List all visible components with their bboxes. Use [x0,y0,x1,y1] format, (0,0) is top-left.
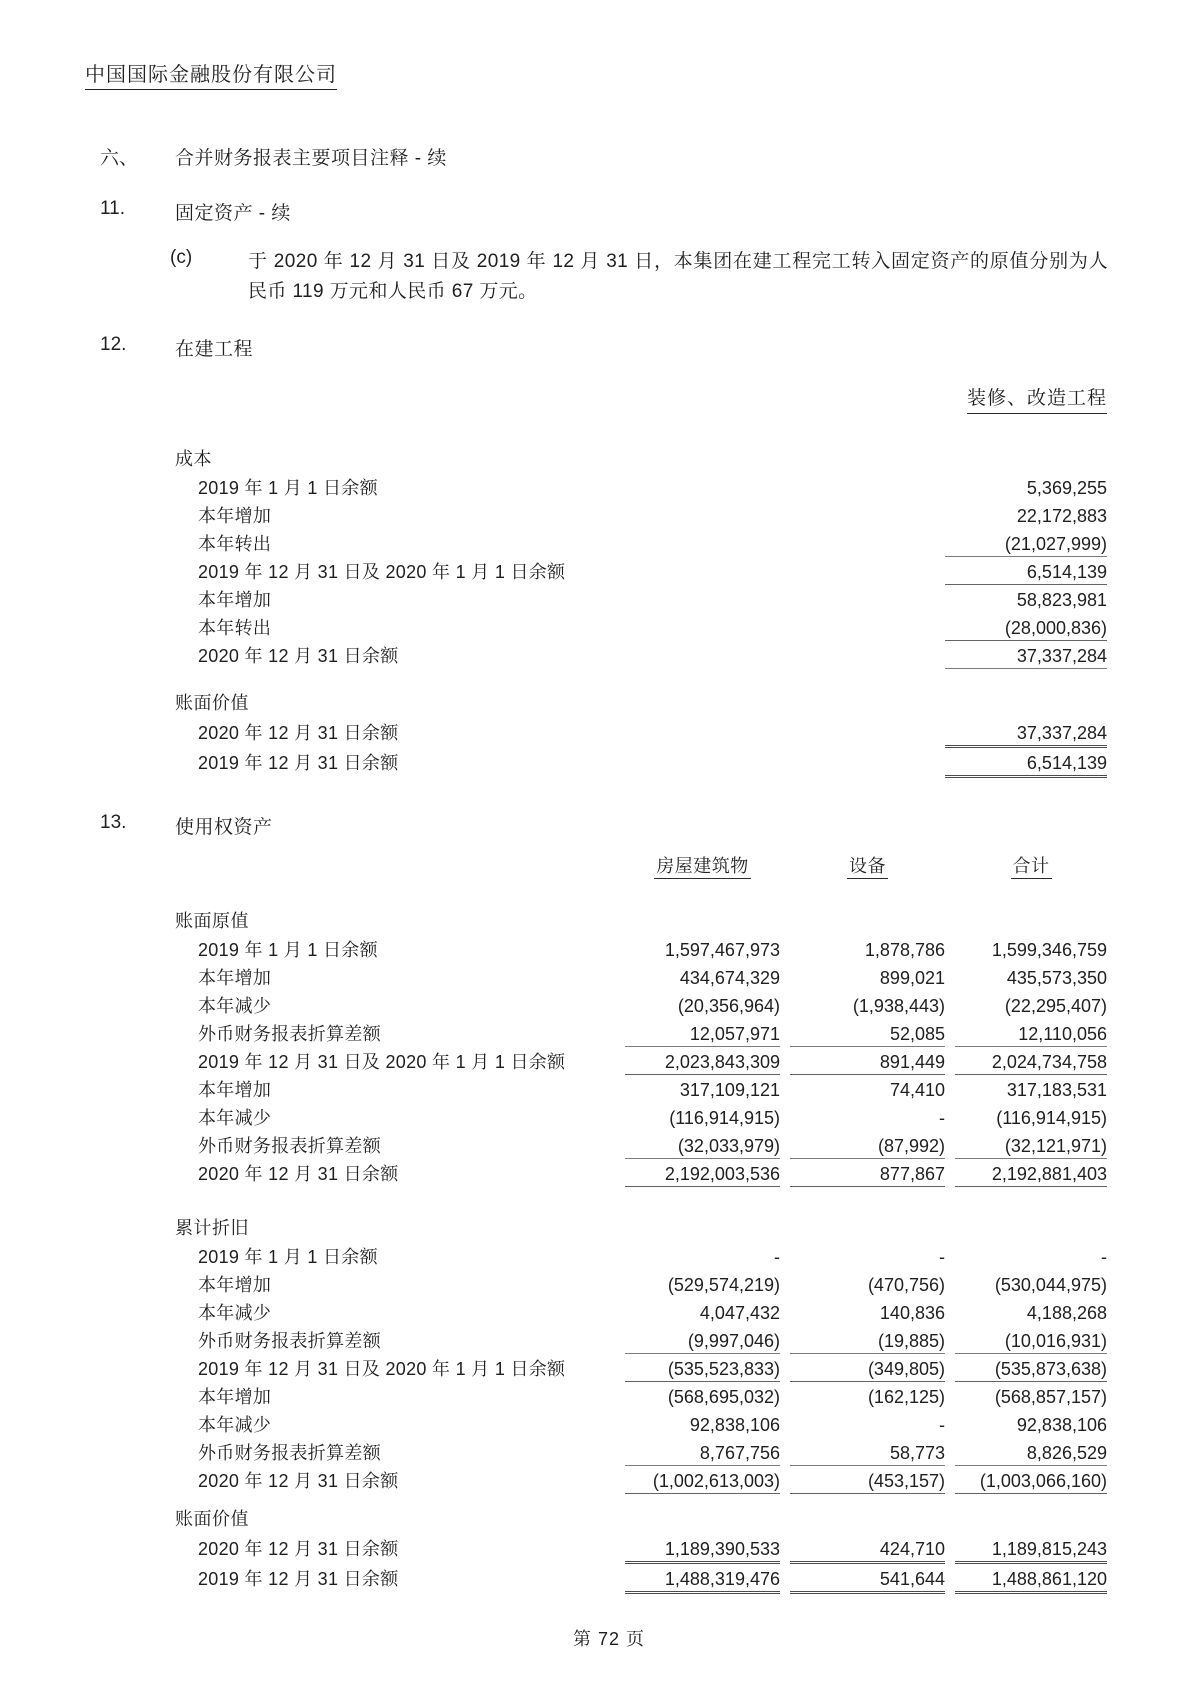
row-label: 2020 年 12 月 31 日余额 [198,1471,399,1491]
row-label: 本年转出 [198,534,272,554]
cell-buildings: (529,574,219) [667,1275,780,1295]
group-label-accumulated-depreciation: 累计折旧 [175,1218,249,1238]
cell-buildings: - [774,1247,780,1267]
cell-equipment: 877,867 [790,1163,945,1187]
row-label: 2020 年 12 月 31 日余额 [198,646,399,666]
row-label: 本年减少 [198,1108,272,1128]
header-spacer [175,856,625,882]
cell-buildings: 4,047,432 [699,1303,780,1323]
spacer [175,1498,1107,1506]
cell-total: 435,573,350 [1006,968,1107,988]
row-label: 本年增加 [198,968,272,988]
table-row [175,1023,1107,1046]
row-label: 外币财务报表折算差额 [198,1024,381,1044]
cell-equipment: (470,756) [867,1275,945,1295]
row-label: 本年减少 [198,1303,272,1323]
row-value: 5,369,255 [1026,478,1107,498]
table-row-total [175,751,1107,775]
table-row [175,1079,1107,1102]
cell-total: 317,183,531 [1006,1080,1107,1100]
table-row-subtotal [175,1051,1107,1074]
row-value: 22,172,883 [1016,506,1107,526]
section-heading-6 [0,143,1190,169]
cell-buildings: 8,767,756 [625,1442,780,1466]
group-label-gross-carrying-amount: 账面原值 [175,911,249,931]
row-label: 2019 年 1 月 1 日余额 [198,940,378,960]
cell-total: (1,003,066,160) [955,1470,1107,1494]
page-number: 第 72 页 [572,1629,646,1649]
right-of-use-assets-table [175,856,1107,1597]
cell-buildings: (9,997,046) [625,1330,780,1354]
row-label: 2019 年 1 月 1 日余额 [198,478,378,498]
table-row-subtotal [175,1163,1107,1186]
cell-equipment: 140,836 [879,1303,945,1323]
row-label: 2019 年 12 月 31 日及 2020 年 1 月 1 日余额 [198,1052,566,1072]
cell-total: (568,857,157) [994,1387,1107,1407]
cell-total: (32,121,971) [955,1135,1107,1159]
cell-buildings: 317,109,121 [679,1080,780,1100]
table-row [175,967,1107,990]
table-row [175,1135,1107,1158]
row-label: 本年减少 [198,996,272,1016]
group-label-net-book-value: 账面价值 [175,1509,249,1529]
cell-total: - [1101,1247,1107,1267]
table-row [175,1330,1107,1353]
cell-total: 92,838,106 [1016,1415,1107,1435]
section-title: 合并财务报表主要项目注释 - 续 [175,148,447,169]
cell-total: (116,914,915) [996,1108,1107,1128]
spacer [175,673,1107,690]
cell-buildings: 1,488,319,476 [625,1567,780,1594]
table-row [175,617,1107,640]
cell-equipment: (349,805) [790,1358,945,1382]
group-label-net-book-value: 账面价值 [175,693,249,713]
row-label: 2019 年 12 月 31 日及 2020 年 1 月 1 日余额 [198,1359,566,1379]
cell-total: (10,016,931) [955,1330,1107,1354]
row-label: 2019 年 1 月 1 日余额 [198,1247,378,1267]
section-number: 六、 [100,148,139,169]
cell-buildings: 2,023,843,309 [625,1051,780,1075]
item-c-marker: (c) [170,247,193,268]
section-number: 13. [100,812,127,833]
row-label: 2020 年 12 月 31 日余额 [198,1164,399,1184]
row-label: 2019 年 12 月 31 日余额 [198,753,399,773]
cell-equipment: (162,125) [867,1387,945,1407]
row-label: 本年转出 [198,618,272,638]
cell-equipment: (87,992) [790,1135,945,1159]
table-row-subtotal [175,1470,1107,1493]
cell-equipment: (19,885) [790,1330,945,1354]
table-row [175,1107,1107,1130]
section-heading-13 [0,812,1190,838]
cell-total: (22,295,407) [1004,996,1107,1016]
cell-buildings: 2,192,003,536 [625,1163,780,1187]
table-row [175,1442,1107,1465]
spacer [175,1191,1107,1215]
cell-equipment: 541,644 [790,1567,945,1594]
cell-buildings: 12,057,971 [625,1023,780,1047]
row-value: (21,027,999) [945,533,1107,557]
cell-buildings: 434,674,329 [679,968,780,988]
cell-equipment: 52,085 [790,1023,945,1047]
table-row [175,995,1107,1018]
cell-equipment: (453,157) [790,1470,945,1494]
row-value: 37,337,284 [945,645,1107,669]
table-row [175,1414,1107,1437]
cell-buildings: (535,523,833) [625,1358,780,1382]
table-row-subtotal [175,561,1107,584]
row-label: 本年增加 [198,506,272,526]
table-row-total [175,721,1107,745]
column-header-equipment: 设备 [790,856,945,882]
section-title: 固定资产 - 续 [175,203,291,224]
cell-total: 1,488,861,120 [955,1567,1107,1594]
table-row-total [175,1567,1107,1591]
cell-buildings: 92,838,106 [689,1415,780,1435]
cell-equipment: 1,878,786 [864,940,945,960]
row-label: 2019 年 12 月 31 日及 2020 年 1 月 1 日余额 [198,562,566,582]
cell-total: 2,024,734,758 [955,1051,1107,1075]
table-row [175,939,1107,962]
table-row [175,505,1107,528]
cell-buildings: 1,597,467,973 [664,940,780,960]
row-label: 本年增加 [198,1275,272,1295]
spacer [175,416,1107,446]
row-value: 6,514,139 [945,751,1107,778]
row-value: (28,000,836) [945,617,1107,641]
cell-total: (535,873,638) [955,1358,1107,1382]
cell-equipment: - [939,1108,945,1128]
row-label: 2020 年 12 月 31 日余额 [198,1539,399,1559]
company-name: 中国国际金融股份有限公司 [85,58,337,90]
cell-buildings: (32,033,979) [625,1135,780,1159]
cell-total: 1,599,346,759 [991,940,1107,960]
row-label: 本年增加 [198,1387,272,1407]
table-header-row [175,856,1107,882]
cell-total: 8,826,529 [955,1442,1107,1466]
construction-in-progress-table [175,383,1107,781]
table-row [175,589,1107,612]
cell-total: (530,044,975) [994,1275,1107,1295]
column-header-buildings: 房屋建筑物 [625,856,780,882]
cell-buildings: 1,189,390,533 [625,1537,780,1564]
table-row [175,1302,1107,1325]
table-row-total [175,1537,1107,1561]
table-row [175,1274,1107,1297]
cell-equipment: 424,710 [790,1537,945,1564]
cell-buildings: (116,914,915) [669,1108,780,1128]
cell-equipment: - [939,1247,945,1267]
row-value: 37,337,284 [945,721,1107,748]
row-label: 2020 年 12 月 31 日余额 [198,723,399,743]
row-label: 本年减少 [198,1415,272,1435]
section-number: 11. [100,198,126,219]
column-header-total: 合计 [955,856,1107,882]
table-header-row [175,383,1107,416]
row-label: 本年增加 [198,590,272,610]
row-label: 2019 年 12 月 31 日余额 [198,1569,399,1589]
cell-equipment: 74,410 [889,1080,945,1100]
row-label: 本年增加 [198,1080,272,1100]
section-heading-12 [0,334,1190,360]
cell-total: 2,192,881,403 [955,1163,1107,1187]
cell-total: 1,189,815,243 [955,1537,1107,1564]
section-heading-11 [0,198,1190,224]
section-number: 12. [100,334,127,355]
table-row-subtotal [175,645,1107,668]
table-row-subtotal [175,1358,1107,1381]
cell-equipment: (1,938,443) [852,996,945,1016]
table-row [175,477,1107,500]
cell-total: 12,110,056 [955,1023,1107,1047]
cell-buildings: (20,356,964) [677,996,780,1016]
row-label: 外币财务报表折算差额 [198,1136,381,1156]
group-label-cost: 成本 [175,449,212,469]
cell-equipment: 891,449 [790,1051,945,1075]
cell-total: 4,188,268 [1026,1303,1107,1323]
item-c-paragraph: 于 2020 年 12 月 31 日及 2019 年 12 月 31 日，本集团在建工程完工转入固定资产的原值分别为人民币 119 万元和人民币 67 万元。 [248,251,1108,302]
row-label: 外币财务报表折算差额 [198,1443,381,1463]
cell-buildings: (1,002,613,003) [625,1470,780,1494]
table-row [175,533,1107,556]
cell-buildings: (568,695,032) [667,1387,780,1407]
cell-equipment: 58,773 [790,1442,945,1466]
row-value: 58,823,981 [1016,590,1107,610]
table-row [175,1246,1107,1269]
spacer [175,882,1107,908]
row-label: 外币财务报表折算差额 [198,1331,381,1351]
section-title: 在建工程 [175,339,254,360]
cell-equipment: 899,021 [879,968,945,988]
table-row [175,1386,1107,1409]
cell-equipment: - [939,1415,945,1435]
section-title: 使用权资产 [175,817,273,838]
row-value: 6,514,139 [945,561,1107,585]
column-header-renovation: 装修、改造工程 [967,383,1107,414]
